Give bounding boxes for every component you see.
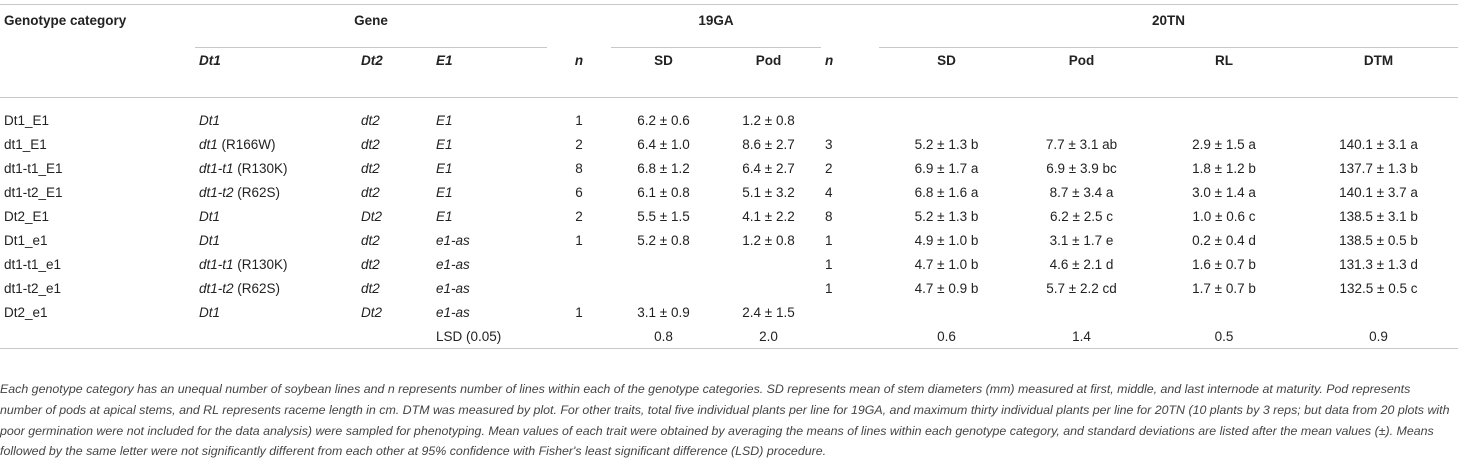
header-spacer <box>547 5 611 48</box>
cell-dt1-allele: dt1-t2 <box>199 280 234 296</box>
cell-genotype-category: dt1-t2_E1 <box>4 184 63 200</box>
table-row <box>0 300 1458 324</box>
lsd-blank <box>547 324 611 349</box>
cell-dt1-mutation: (R130K) <box>233 160 288 176</box>
cell-dt1 <box>195 204 357 228</box>
header-rl-20tn: RL <box>1149 48 1299 98</box>
header-n-19ga: n <box>547 48 611 98</box>
cell-dtm-20tn: 131.3 ± 1.3 d <box>1339 256 1418 272</box>
cell-pod-19ga: 5.1 ± 3.2 <box>742 184 795 200</box>
cell-genotype-category: Dt1_E1 <box>4 112 50 128</box>
table-row <box>0 252 1458 276</box>
cell-dtm-20tn <box>1299 108 1458 132</box>
cell-dt1-mutation: (R166W) <box>217 136 276 152</box>
data-table <box>0 4 1458 349</box>
cell-dt1 <box>195 300 357 324</box>
cell-dtm-20tn: 132.5 ± 0.5 c <box>1339 280 1418 296</box>
cell-sd-19ga <box>611 252 716 276</box>
cell-pod-19ga: 8.6 ± 2.7 <box>742 136 795 152</box>
cell-pod-19ga: 6.4 ± 2.7 <box>742 160 795 176</box>
cell-dt1-allele: Dt1 <box>199 208 221 224</box>
table-row <box>0 108 1458 132</box>
header-env-20tn: 20TN <box>879 5 1458 48</box>
cell-pod-20tn: 7.7 ± 3.1 ab <box>1045 136 1118 152</box>
cell-sd-20tn: 5.2 ± 1.3 b <box>914 136 979 152</box>
lsd-blank <box>357 324 432 349</box>
cell-dt1-mutation: (R62S) <box>233 280 281 296</box>
cell-pod-20tn <box>1014 108 1149 132</box>
header-dt1: Dt1 <box>195 48 357 98</box>
cell-n-20tn: 2 <box>825 160 833 176</box>
cell-dt1-allele: dt1-t2 <box>199 184 234 200</box>
cell-dtm-20tn: 138.5 ± 3.1 b <box>1339 208 1418 224</box>
cell-dt1-mutation: (R62S) <box>233 184 281 200</box>
cell-genotype-category: dt1-t1_e1 <box>4 256 62 272</box>
header-genotype-category: Genotype category <box>0 5 195 48</box>
cell-pod-20tn: 6.2 ± 2.5 c <box>1050 208 1113 224</box>
cell-e1: E1 <box>436 184 453 200</box>
cell-genotype-category: dt1-t2_e1 <box>4 280 62 296</box>
table-row <box>0 132 1458 156</box>
cell-dt1-allele: Dt1 <box>199 232 221 248</box>
lsd-sd-20tn: 0.6 <box>879 324 1014 349</box>
table-row <box>0 156 1458 180</box>
cell-sd-20tn: 6.9 ± 1.7 a <box>914 160 979 176</box>
cell-dt2: Dt2 <box>361 208 383 224</box>
cell-dt1 <box>195 132 357 156</box>
cell-pod-19ga: 1.2 ± 0.8 <box>742 112 795 128</box>
cell-dt1-allele: Dt1 <box>199 304 221 320</box>
cell-dtm-20tn: 138.5 ± 0.5 b <box>1339 232 1418 248</box>
cell-genotype-category: dt1-t1_E1 <box>4 160 63 176</box>
cell-sd-19ga: 5.5 ± 1.5 <box>637 208 690 224</box>
cell-rl-20tn: 3.0 ± 1.4 a <box>1192 184 1256 200</box>
cell-genotype-category: dt1_E1 <box>4 136 47 152</box>
cell-n-19ga: 2 <box>575 136 583 152</box>
cell-n-19ga: 1 <box>575 112 583 128</box>
table-row <box>0 276 1458 300</box>
lsd-pod-20tn: 1.4 <box>1014 324 1149 349</box>
cell-dt2: dt2 <box>361 280 380 296</box>
header-blank <box>0 48 195 98</box>
cell-sd-19ga <box>611 276 716 300</box>
cell-pod-19ga <box>716 252 821 276</box>
cell-rl-20tn <box>1149 108 1299 132</box>
cell-rl-20tn: 1.6 ± 0.7 b <box>1192 256 1256 272</box>
header-sd-19ga: SD <box>611 48 716 98</box>
cell-e1: E1 <box>436 136 453 152</box>
lsd-blank <box>0 324 195 349</box>
cell-dt1 <box>195 180 357 204</box>
cell-e1: e1-as <box>436 256 470 272</box>
header-env-19ga: 19GA <box>611 5 821 48</box>
cell-sd-20tn: 6.8 ± 1.6 a <box>914 184 979 200</box>
cell-dt2: dt2 <box>361 256 380 272</box>
cell-sd-20tn: 5.2 ± 1.3 b <box>914 208 979 224</box>
cell-n-19ga: 8 <box>575 160 583 176</box>
cell-dt1-allele: dt1-t1 <box>199 256 234 272</box>
spacer-row <box>0 98 1458 109</box>
lsd-rl-20tn: 0.5 <box>1149 324 1299 349</box>
cell-n-20tn: 3 <box>825 136 833 152</box>
cell-dt1-mutation: (R130K) <box>233 256 288 272</box>
header-sd-20tn: SD <box>879 48 1014 98</box>
cell-dt1 <box>195 252 357 276</box>
cell-e1: e1-as <box>436 280 470 296</box>
cell-rl-20tn: 1.0 ± 0.6 c <box>1192 208 1256 224</box>
cell-rl-20tn: 1.7 ± 0.7 b <box>1192 280 1256 296</box>
header-pod-19ga: Pod <box>716 48 821 98</box>
cell-dtm-20tn: 140.1 ± 3.7 a <box>1339 184 1418 200</box>
cell-sd-20tn <box>879 300 1014 324</box>
cell-dtm-20tn: 137.7 ± 1.3 b <box>1339 160 1418 176</box>
cell-n-20tn: 1 <box>825 280 833 296</box>
cell-sd-20tn: 4.7 ± 1.0 b <box>914 256 979 272</box>
cell-pod-19ga: 1.2 ± 0.8 <box>742 232 795 248</box>
cell-sd-19ga: 6.2 ± 0.6 <box>637 112 690 128</box>
cell-rl-20tn <box>1149 300 1299 324</box>
cell-dt2: dt2 <box>361 184 380 200</box>
lsd-blank <box>821 324 879 349</box>
cell-n-20tn: 8 <box>825 208 833 224</box>
cell-sd-19ga: 3.1 ± 0.9 <box>637 304 690 320</box>
cell-rl-20tn: 1.8 ± 1.2 b <box>1192 160 1256 176</box>
cell-pod-19ga: 2.4 ± 1.5 <box>742 304 795 320</box>
cell-n-19ga: 1 <box>575 304 583 320</box>
cell-sd-19ga: 6.8 ± 1.2 <box>637 160 690 176</box>
cell-dt2: dt2 <box>361 232 380 248</box>
cell-sd-20tn: 4.7 ± 0.9 b <box>914 280 979 296</box>
cell-pod-20tn <box>1014 300 1149 324</box>
cell-pod-20tn: 3.1 ± 1.7 e <box>1049 232 1114 248</box>
header-gene: Gene <box>195 5 547 48</box>
header-spacer <box>821 5 879 48</box>
table-row <box>0 228 1458 252</box>
cell-pod-19ga <box>716 276 821 300</box>
cell-dt1-allele: dt1-t1 <box>199 160 234 176</box>
header-e1: E1 <box>432 48 547 98</box>
header-pod-20tn: Pod <box>1014 48 1149 98</box>
cell-pod-20tn: 8.7 ± 3.4 a <box>1049 184 1114 200</box>
cell-dt2: dt2 <box>361 112 380 128</box>
cell-n-19ga <box>547 252 611 276</box>
lsd-pod-19ga: 2.0 <box>716 324 821 349</box>
cell-sd-20tn: 4.9 ± 1.0 b <box>914 232 979 248</box>
cell-n-19ga: 1 <box>575 232 583 248</box>
cell-e1: E1 <box>436 112 453 128</box>
cell-dtm-20tn: 140.1 ± 3.1 a <box>1339 136 1418 152</box>
cell-genotype-category: Dt1_e1 <box>4 232 48 248</box>
table-footnote: Each genotype category has an unequal number of soybean lines and n represents number of lines within each of the genotype categories. SD represents mean of stem diameters (mm) measured at first, middle, and last internode at maturity. Pod represents number of pods at apical stems, and RL represents raceme length in cm. DTM was measured by plot. For other traits, total five individual plants per line for 19GA, and maximum thirty individual plants per line for 20TN (10 plants by 3 reps; but data from 20 plots with poor germination were not included for the data analysis) were sampled for phenotyping. Mean values of each trait were obtained by averaging the means of lines within each genotype category, and standard deviations are listed after the mean values (±). Means followed by the same letter were not significantly different from each other at 95% confidence with Fisher's least significant difference (LSD) procedure. <box>0 382 1450 459</box>
cell-dt1 <box>195 276 357 300</box>
cell-n-20tn: 4 <box>825 184 833 200</box>
cell-e1: E1 <box>436 160 453 176</box>
cell-pod-20tn: 6.9 ± 3.9 bc <box>1046 160 1117 176</box>
cell-genotype-category: Dt2_e1 <box>4 304 48 320</box>
cell-dt1 <box>195 108 357 132</box>
cell-dt1 <box>195 156 357 180</box>
cell-n-19ga: 2 <box>575 208 583 224</box>
lsd-row <box>0 324 1458 349</box>
cell-rl-20tn: 2.9 ± 1.5 a <box>1192 136 1256 152</box>
header-dt2: Dt2 <box>357 48 432 98</box>
cell-n-20tn: 1 <box>825 256 833 272</box>
cell-n-20tn: 1 <box>825 232 833 248</box>
cell-dtm-20tn <box>1299 300 1458 324</box>
table-row <box>0 204 1458 228</box>
cell-pod-20tn: 5.7 ± 2.2 cd <box>1046 280 1117 296</box>
cell-pod-19ga: 4.1 ± 2.2 <box>742 208 795 224</box>
cell-dt1-allele: Dt1 <box>199 112 221 128</box>
header-dtm-20tn: DTM <box>1299 48 1458 98</box>
cell-sd-20tn <box>879 108 1014 132</box>
cell-genotype-category: Dt2_E1 <box>4 208 50 224</box>
lsd-blank <box>195 324 357 349</box>
lsd-sd-19ga: 0.8 <box>611 324 716 349</box>
header-n-20tn: n <box>821 48 879 98</box>
lsd-dtm-20tn: 0.9 <box>1299 324 1458 349</box>
table-row <box>0 180 1458 204</box>
cell-sd-19ga: 6.4 ± 1.0 <box>637 136 690 152</box>
cell-sd-19ga: 5.2 ± 0.8 <box>637 232 690 248</box>
cell-n-20tn <box>821 108 879 132</box>
cell-n-20tn <box>821 300 879 324</box>
cell-rl-20tn: 0.2 ± 0.4 d <box>1192 232 1256 248</box>
lsd-label: LSD (0.05) <box>432 324 547 349</box>
cell-dt2: Dt2 <box>361 304 383 320</box>
cell-dt2: dt2 <box>361 136 380 152</box>
cell-e1: e1-as <box>436 304 470 320</box>
header-row-groups <box>0 5 1458 48</box>
cell-pod-20tn: 4.6 ± 2.1 d <box>1049 256 1114 272</box>
cell-n-19ga <box>547 276 611 300</box>
cell-sd-19ga: 6.1 ± 0.8 <box>637 184 690 200</box>
cell-dt2: dt2 <box>361 160 380 176</box>
header-row-columns <box>0 48 1458 98</box>
cell-e1: E1 <box>436 208 453 224</box>
cell-e1: e1-as <box>436 232 470 248</box>
cell-dt1-allele: dt1 <box>199 136 218 152</box>
cell-dt1 <box>195 228 357 252</box>
cell-n-19ga: 6 <box>575 184 583 200</box>
